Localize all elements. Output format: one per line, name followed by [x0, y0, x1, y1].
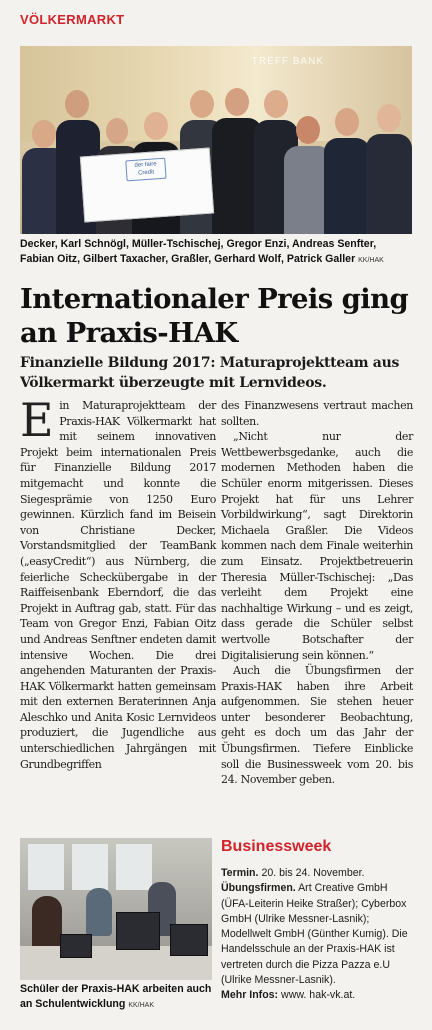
photo-monitor — [60, 934, 92, 958]
businessweek-title: Businessweek — [221, 838, 332, 855]
article-paragraph: „Nicht nur der Wettbewerbsgedanke, auch die modernen Methoden haben die Schüler enorm mitgerissen. Dieses Projekt hat für uns Lehrer Vorbildwirkung“, sagt Direktorin Michaela Graßler. Die Videos kommen nach dem Finale weiterhin zum Einsatz. Projektbetreuerin Theresia Müller-Tschischej: „Das verleiht dem Projekt eine nachhaltige Wirkung – und es zeigt, dass gerade die Schüler selbst wertvolle Botschafter der Digitalisierung sein können.“ — [221, 430, 413, 662]
info-label: Mehr Infos: — [221, 989, 279, 1002]
firmen-value: Art Creative GmbH (ÜFA-Leiterin Heike Straßer); Cyberbox GmbH (Ulrike Messner-Lasnik); Modellwelt GmbH (Günther Kumig). Die Handelsschule an der Praxis-HAK ist vertreten durch die Pizza Pazza e.U (Ulrike Messner-Lasnik). — [221, 882, 408, 987]
firmen-label: Übungsfirmen. — [221, 882, 296, 895]
photo-monitor — [116, 912, 160, 950]
subheadline: Finanzielle Bildung 2017: Maturaprojektteam aus Völkermarkt überzeugte mit Lernvideos. — [20, 355, 400, 391]
photo-credit: KK/HAK — [358, 257, 384, 264]
cheque — [80, 148, 214, 223]
article-paragraph: in Maturaprojektteam der Praxis-HAK Völkermarkt hat mit seinem innovativen Projekt beim internationalen Preis für Finanzielle Bildung 2017 mitgemacht und konnte die Siegesprämie von 1250 Euro gewinnen. Kürzlich fand im Beisein von Christiane Decker, Vorstandsmitglied der TeamBank („easyCredit“) aus Nürnberg, die feierliche Scheckübergabe in der Raiffeisenbank Eberndorf, die das Projekt in Auftrag gab, statt. Für das Team von Gregor Enzi, Fabian Oitz und Andreas Senftner endeten damit intensive Wochen. Die drei angehenden Maturanten der Praxis-HAK Völkermarkt hatten gemeinsam mit den externen Beraterinnen Anja Aleschko und Anita Kosic Lernvideos produziert, die Jugendliche aus unterschiedlichen Jahrgängen mit Grundbegriffen — [20, 399, 216, 771]
article-column-right — [221, 398, 413, 788]
group-photo — [20, 46, 412, 234]
termin-label: Termin. — [221, 867, 259, 879]
wall-sign: TREFF BANK — [251, 56, 324, 67]
photo-person — [32, 896, 62, 952]
photo-caption-text: Decker, Karl Schnögl, Müller-Tschischej, Gregor Enzi, Andreas Senfter, Fabian Oitz, Gilbert Taxacher, Graßler, Gerhard Wolf, Patrick Galler — [20, 238, 377, 265]
photo-window — [28, 844, 64, 890]
article-paragraph: des Finanzwesens vertraut machen sollten. — [221, 399, 413, 428]
photo-window — [72, 844, 108, 890]
photo-caption — [20, 237, 412, 268]
photo-credit: KK/HAK — [128, 1002, 155, 1009]
section-label: VÖLKERMARKT — [20, 12, 125, 27]
article-column-left — [20, 393, 216, 772]
termin-value: 20. bis 24. November. — [261, 867, 365, 879]
photo-monitor — [170, 924, 208, 956]
article-paragraph: Auch die Übungsfirmen der Praxis-HAK haben ihre Arbeit aufgenommen. Sie stehen heuer unter besonderer Beobachtung, geht es doch um das Jahr der Übungsfirmen. Tiefere Einblicke soll die Businessweek vom 20. bis 24. November geben. — [221, 664, 413, 787]
photo-caption — [20, 982, 212, 1013]
headline: Internationaler Preis ging an Praxis-HAK — [20, 283, 409, 349]
photo-person — [324, 106, 370, 234]
businessweek-box — [221, 866, 415, 1004]
info-value: www. hak-vk.at. — [281, 989, 356, 1002]
drop-cap: E — [20, 393, 54, 447]
photo-person — [366, 102, 412, 234]
classroom-photo — [20, 838, 212, 980]
photo-person — [86, 888, 112, 936]
cheque-logo: der faire Credit — [125, 158, 166, 182]
photo-caption-text: Schüler der Praxis-HAK arbeiten auch an Schulentwicklung — [20, 983, 212, 1010]
photo-window — [116, 844, 152, 890]
